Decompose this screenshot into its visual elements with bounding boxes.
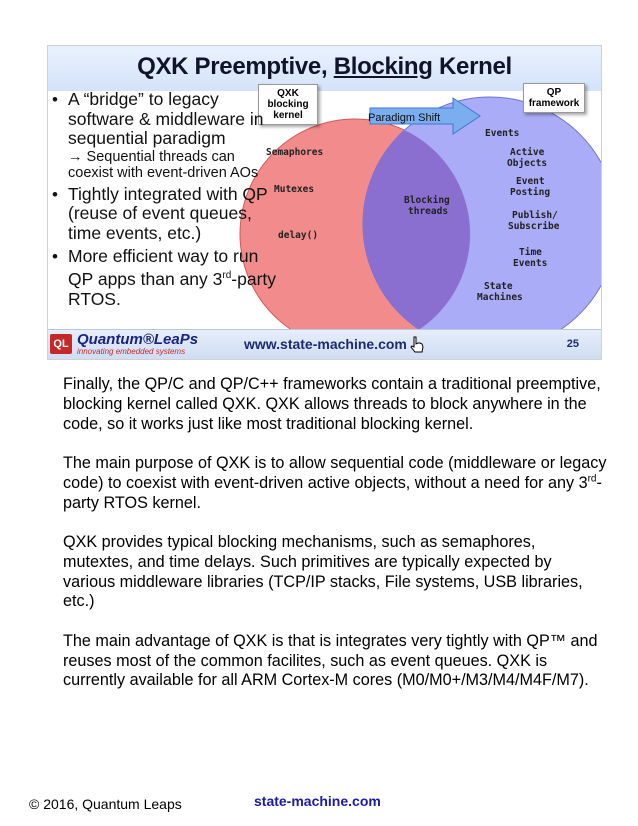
slide-url: www.state-machine.com: [244, 336, 407, 352]
right-item-0: Events: [485, 128, 520, 139]
left-item-0: Semaphores: [266, 147, 324, 158]
qp-box-label: QP framework: [523, 83, 585, 113]
hand-cursor-icon: [410, 336, 424, 354]
slide-title: QXK Preemptive, Blocking Kernel: [137, 53, 512, 80]
paragraph-1: Finally, the QP/C and QP/C++ frameworks contain a traditional preemptive, blocking kernel called QXK. QXK allows threads to block anywhere in the code, so it works just like most traditional blocking kernel.: [63, 375, 601, 433]
right-item-2: Objects: [507, 158, 548, 169]
paragraph-3: QXK provides typical blocking mechanisms, such as semaphores, mutextes, and time delays. Such primitives are typically expected by various middleware libraries (TCP/IP stacks, File systems, USB libraries, etc.): [63, 532, 583, 611]
site-link[interactable]: state-machine.com: [254, 793, 381, 809]
center-item-1: threads: [408, 206, 449, 217]
left-item-2: delay(): [278, 230, 319, 241]
right-item-8: Events: [513, 258, 548, 269]
slide-footer: [48, 329, 601, 360]
right-item-3: Event: [516, 176, 545, 187]
left-item-1: Mutexes: [274, 184, 315, 195]
bullet-item: • A “bridge” to legacy software & middleware in sequential paradigm → Sequential threads can coexist with event-driven AOs: [52, 90, 277, 182]
copyright-footer: © 2016, Quantum Leaps: [29, 796, 182, 812]
paragraph-2: The main purpose of QXK is to allow sequential code (middleware or legacy code) to coexist with event-driven active objects, without a need for any 3rd-party RTOS kernel.: [63, 453, 607, 512]
right-item-4: Posting: [510, 187, 551, 198]
slide-page-number: 25: [566, 338, 579, 350]
right-item-1: Active: [510, 147, 545, 158]
right-item-5: Publish/: [512, 210, 558, 221]
bullet-item: • More efficient way to run QP apps than any 3rd-party RTOS.: [52, 247, 277, 310]
center-item-0: Blocking: [404, 195, 450, 206]
qxk-box-label: QXK blocking kernel: [258, 84, 318, 125]
paradigm-shift-label: Paradigm Shift: [368, 112, 441, 124]
slide-image: [47, 45, 602, 360]
right-item-7: Time: [519, 247, 542, 258]
paragraph-4: The main advantage of QXK is that is integrates very tightly with QP™ and reuses most of the common facilites, such as event queues. QXK is currently available for all ARM Cortex-M cores (M0/M0+/M3/M4/M4F/M7).: [63, 631, 598, 690]
right-item-10: Machines: [477, 292, 523, 303]
logo-tagline: innovating embedded systems: [77, 347, 186, 356]
notes-text: [63, 375, 608, 711]
quantum-leaps-logo: [50, 332, 200, 358]
logo-name: Quantum®LeaPs: [77, 331, 199, 348]
slide-bullet-list: [52, 90, 277, 312]
ql-logo-icon: QL: [50, 334, 72, 354]
right-item-9: State: [484, 281, 513, 292]
bullet-item: • Tightly integrated with QP (reuse of event queues, time events, etc.): [52, 185, 277, 244]
right-item-6: Subscribe: [508, 221, 560, 232]
